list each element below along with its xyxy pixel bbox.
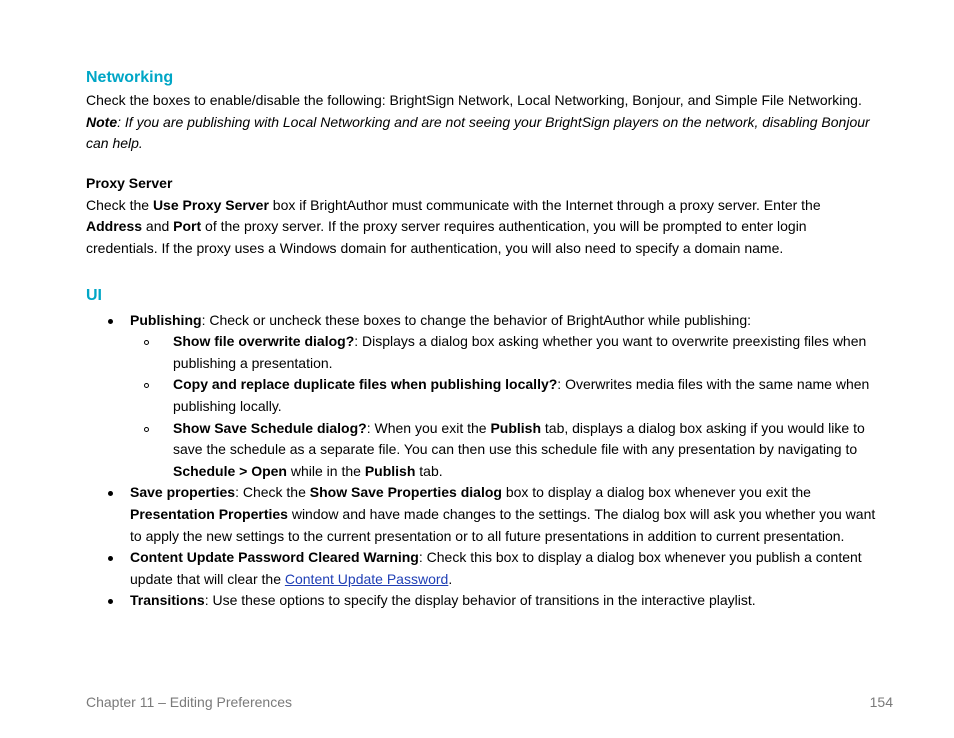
networking-heading: Networking: [86, 69, 174, 86]
circle-bullet-icon: [144, 427, 149, 432]
list-item-show-file-overwrite: Show file overwrite dialog?: Displays a dialog box asking whether you want to overwrite preexisting files when publishing a presentation.: [130, 331, 876, 374]
circle-bullet-icon: [144, 383, 149, 388]
footer-page-number: 154: [869, 694, 893, 710]
content-update-password-link[interactable]: Content Update Password: [284, 570, 449, 587]
bullet-icon: [108, 556, 113, 561]
publishing-sub-list: [130, 331, 876, 482]
list-item-publishing: Publishing: Check or uncheck these boxes to change the behavior of BrightAuthor while publishing: Show file overwrite dialog?: Displays a dialog box asking whether you want to overwrite preexisting files when publishing a presentation. Copy and replace duplicate files when publishing locally?: Overwrites media files with the same name when publishing locally. Show Save Schedule dialog?: When you exit the Publish tab, displays a dialog box asking if you would like to save the schedule as a separate file. You can then use this schedule file with any presentation by navigating to Schedule > Open while in the Publish tab.: [86, 310, 876, 483]
proxy-server-body: Check the Use Proxy Server box if BrightAuthor must communicate with the Internet through a proxy server. Enter the Address and Port of the proxy server. If the proxy server requires authentication, you will be prompted to enter login credentials. If the proxy uses a Windows domain for authentication, you will also need to specify a domain name.: [86, 196, 821, 256]
list-item-content-update-warning: Content Update Password Cleared Warning: Check this box to display a dialog box whenever you publish a content update that will clear the Content Update Password.: [86, 547, 876, 590]
circle-bullet-icon: [144, 340, 149, 345]
networking-body: Check the boxes to enable/disable the following: BrightSign Network, Local Networking, Bonjour, and Simple File Networking.: [86, 92, 862, 108]
document-page: [86, 64, 876, 612]
list-item-save-properties: Save properties: Check the Show Save Properties dialog box to display a dialog box whenever you exit the Presentation Properties window and have made changes to the settings. The dialog box will ask you whether you want to apply the new settings to the current presentation or to all future presentations in addition to current presentation.: [86, 482, 876, 547]
list-item-copy-replace-duplicates: Copy and replace duplicate files when publishing locally?: Overwrites media files with the same name when publishing locally.: [130, 374, 876, 417]
bullet-icon: [108, 319, 113, 324]
bullet-icon: [108, 491, 113, 496]
ui-options-list: [86, 310, 876, 612]
bullet-icon: [108, 599, 113, 604]
ui-heading: UI: [86, 286, 102, 304]
list-item-show-save-schedule: Show Save Schedule dialog?: When you exit the Publish tab, displays a dialog box asking if you would like to save the schedule as a separate file. You can then use this schedule file with any presentation by navigating to Schedule > Open while in the Publish tab.: [130, 418, 876, 483]
list-item-transitions: Transitions: Use these options to specify the display behavior of transitions in the interactive playlist.: [86, 590, 876, 612]
networking-note: Note: If you are publishing with Local Networking and are not seeing your BrightSign players on the network, disabling Bonjour can help.: [86, 113, 870, 152]
note-label: Note: [86, 113, 118, 130]
footer-chapter-title: Chapter 11 – Editing Preferences: [86, 694, 292, 710]
proxy-server-heading: Proxy Server: [86, 174, 173, 191]
